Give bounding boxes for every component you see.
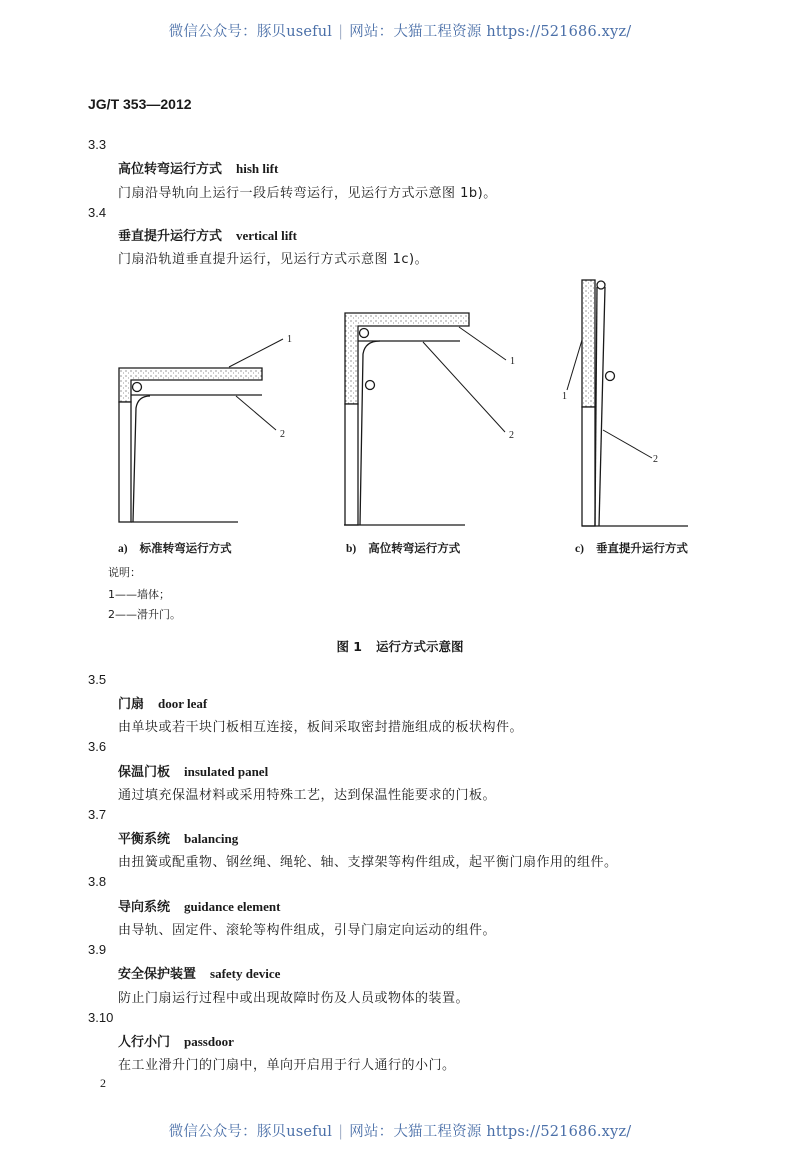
term-definition: 防止门扇运行过程中或出现故障时伤及人员或物体的装置。 bbox=[118, 991, 470, 1006]
subfigure-label: b) bbox=[346, 543, 357, 555]
callout-2-b: 2 bbox=[509, 430, 514, 441]
term-definition: 在工业滑升门的门扇中，单向开启用于行人通行的小门。 bbox=[118, 1058, 456, 1073]
subfigure-label: c) bbox=[575, 543, 584, 555]
term-definition: 门扇沿导轨向上运行一段后转弯运行，见运行方式示意图 1b)。 bbox=[118, 186, 497, 201]
watermark-right: 网站：大猫工程资源 https://521686.xyz/ bbox=[349, 24, 632, 40]
term-heading bbox=[118, 761, 268, 780]
term-definition: 通过填充保温材料或采用特殊工艺，达到保温性能要求的门板。 bbox=[118, 788, 497, 803]
callout-1-a: 1 bbox=[287, 334, 292, 345]
section-number: 3.9 bbox=[88, 942, 107, 957]
callout-1-b: 1 bbox=[510, 356, 515, 367]
term-zh: 高位转弯运行方式 bbox=[118, 162, 223, 177]
watermark-left: 微信公众号：豚贝useful bbox=[168, 1124, 333, 1140]
term-en: hish lift bbox=[236, 161, 279, 176]
diagram-c bbox=[567, 280, 688, 526]
term-en: guidance element bbox=[184, 899, 281, 914]
section-number: 3.8 bbox=[88, 874, 107, 889]
section-number: 3.3 bbox=[88, 137, 107, 152]
term-en: safety device bbox=[210, 966, 281, 981]
term-heading bbox=[118, 828, 238, 847]
term-en: balancing bbox=[184, 831, 239, 846]
term-zh: 安全保护装置 bbox=[118, 967, 197, 982]
subfigure-text: 高位转弯运行方式 bbox=[368, 541, 461, 555]
legend-item: 1——墙体； bbox=[108, 588, 170, 601]
term-heading bbox=[118, 896, 280, 915]
watermark-bottom bbox=[0, 1120, 800, 1141]
watermark-left: 微信公众号：豚贝useful bbox=[168, 24, 333, 40]
legend-title: 说明： bbox=[108, 566, 141, 579]
subfigure-text: 垂直提升运行方式 bbox=[595, 541, 688, 555]
watermark-top bbox=[0, 20, 800, 41]
figure-title bbox=[0, 637, 800, 655]
term-heading bbox=[118, 963, 280, 982]
term-heading bbox=[118, 225, 297, 244]
term-zh: 保温门板 bbox=[118, 765, 171, 780]
term-heading bbox=[118, 158, 278, 177]
figure-diagram bbox=[100, 270, 720, 540]
section-number: 3.5 bbox=[88, 672, 107, 687]
section-number: 3.7 bbox=[88, 807, 107, 822]
term-definition: 门扇沿轨道垂直提升运行，见运行方式示意图 1c)。 bbox=[118, 252, 429, 267]
subfigure-label: a) bbox=[118, 543, 128, 555]
term-zh: 门扇 bbox=[118, 697, 145, 712]
diagram-a bbox=[119, 339, 283, 522]
subfigure-caption-b bbox=[346, 540, 460, 556]
term-heading bbox=[118, 1031, 234, 1050]
figure-title-text: 运行方式示意图 bbox=[376, 639, 464, 654]
standard-code: JG/T 353—2012 bbox=[88, 96, 192, 112]
term-zh: 导向系统 bbox=[118, 900, 171, 915]
callout-2-c: 2 bbox=[653, 454, 658, 465]
legend-item: 2——滑升门。 bbox=[108, 608, 181, 621]
watermark-separator: | bbox=[338, 24, 344, 40]
page-number: 2 bbox=[100, 1076, 106, 1090]
term-zh: 垂直提升运行方式 bbox=[118, 229, 223, 244]
term-zh: 平衡系统 bbox=[118, 832, 171, 847]
callout-2-a: 2 bbox=[280, 429, 285, 440]
section-number: 3.6 bbox=[88, 739, 107, 754]
term-en: insulated panel bbox=[184, 764, 269, 779]
diagram-b bbox=[344, 313, 506, 525]
term-en: passdoor bbox=[184, 1034, 234, 1049]
term-definition: 由扭簧或配重物、钢丝绳、绳轮、轴、支撑架等构件组成，起平衡门扇作用的组件。 bbox=[118, 855, 618, 870]
watermark-right: 网站：大猫工程资源 https://521686.xyz/ bbox=[349, 1124, 632, 1140]
subfigure-caption-c bbox=[575, 540, 688, 556]
section-number: 3.10 bbox=[88, 1010, 114, 1025]
watermark-separator: | bbox=[338, 1124, 344, 1140]
term-definition: 由导轨、固定件、滚轮等构件组成，引导门扇定向运动的组件。 bbox=[118, 923, 497, 938]
term-heading bbox=[118, 693, 207, 712]
term-definition: 由单块或若干块门板相互连接，板间采取密封措施组成的板状构件。 bbox=[118, 720, 524, 735]
figure-number: 图 1 bbox=[336, 639, 363, 654]
term-zh: 人行小门 bbox=[118, 1035, 171, 1050]
term-en: door leaf bbox=[158, 696, 208, 711]
subfigure-caption-a bbox=[118, 540, 232, 556]
subfigure-text: 标准转弯运行方式 bbox=[139, 541, 232, 555]
term-en: vertical lift bbox=[236, 228, 298, 243]
section-number: 3.4 bbox=[88, 205, 107, 220]
callout-1-c: 1 bbox=[562, 391, 567, 402]
